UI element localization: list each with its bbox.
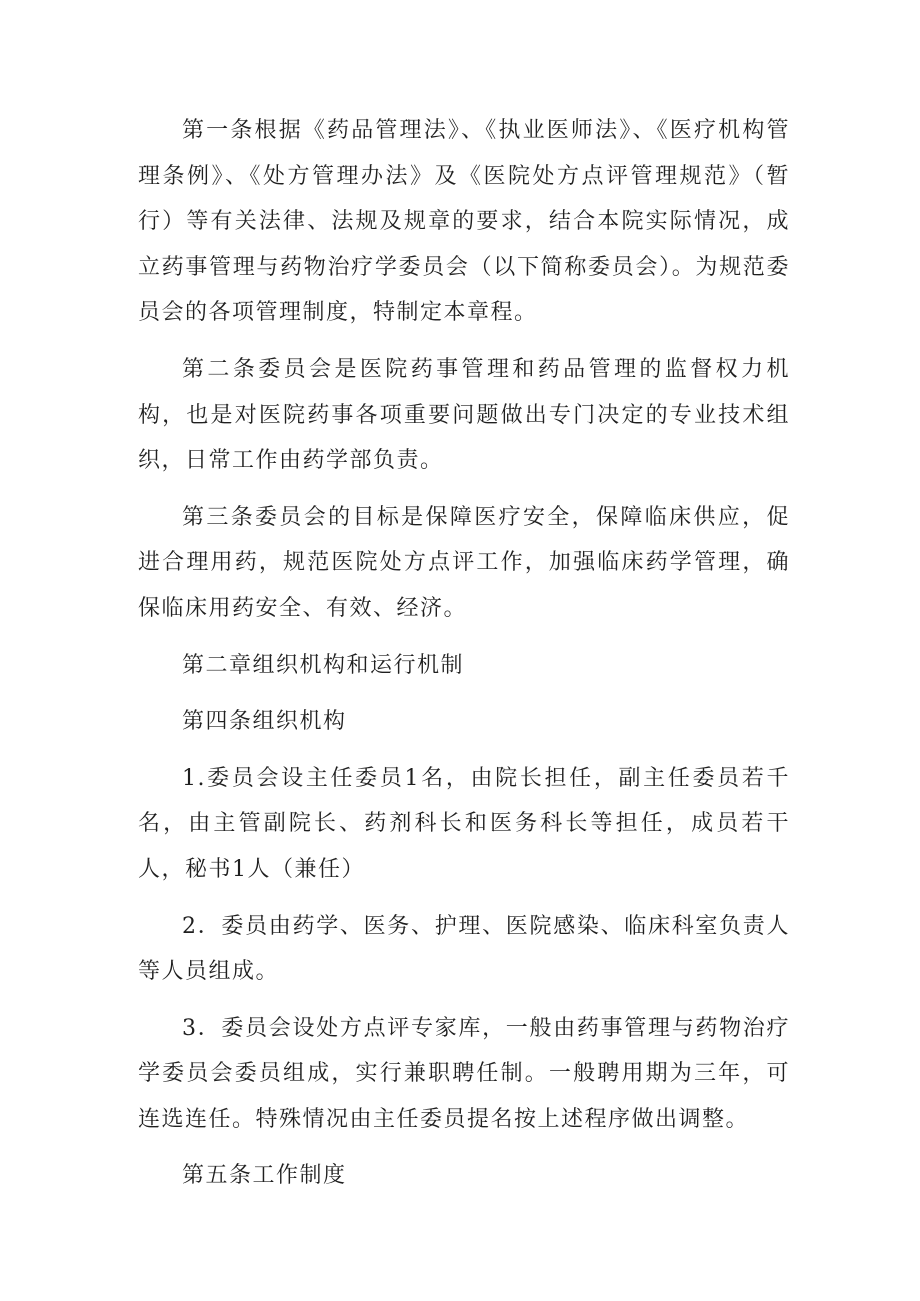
article-4-item-3: 3．委员会设处方点评专家库，一般由药事管理与药物治疗学委员会委员组成，实行兼职聘任制。一般聘用期为三年，可连选连任。特殊情况由主任委员提名按上述程序做出调整。 [138,1015,790,1132]
article-5-heading: 第五条工作制度 [182,1163,347,1189]
article-3-paragraph: 第三条委员会的目标是保障医疗安全，保障临床供应，促进合理用药，规范医院处方点评工作，加强临床药学管理，确保临床用药安全、有效、经济。 [138,504,790,621]
document-body [138,108,790,1210]
article-4-heading: 第四条组织机构 [182,709,347,735]
article-2-paragraph: 第二条委员会是医院药事管理和药品管理的监督权力机构，也是对医院药事各项重要问题做出专门决定的专业技术组织，日常工作由药学部负责。 [138,356,790,474]
chapter-2-heading: 第二章组织机构和运行机制 [182,652,465,678]
article-4-item-2: 2．委员由药学、医务、护理、医院感染、临床科室负责人等人员组成。 [138,913,790,985]
article-1-paragraph: 第一条根据《药品管理法》、《执业医师法》、《医疗机构管理条例》、《处方管理办法》及《医院处方点评管理规范》（暂行）等有关法律、法规及规章的要求，结合本院实际情况，成立药事管理与药物治疗学委员会（以下简称委员会）。为规范委员会的各项管理制度，特制定本章程。 [138,118,790,326]
article-4-item-1: 1.委员会设主任委员1名，由院长担任，副主任委员若千名，由主管副院长、药剂科长和医务科长等担任，成员若干人，秘书1人（兼任） [138,765,790,882]
